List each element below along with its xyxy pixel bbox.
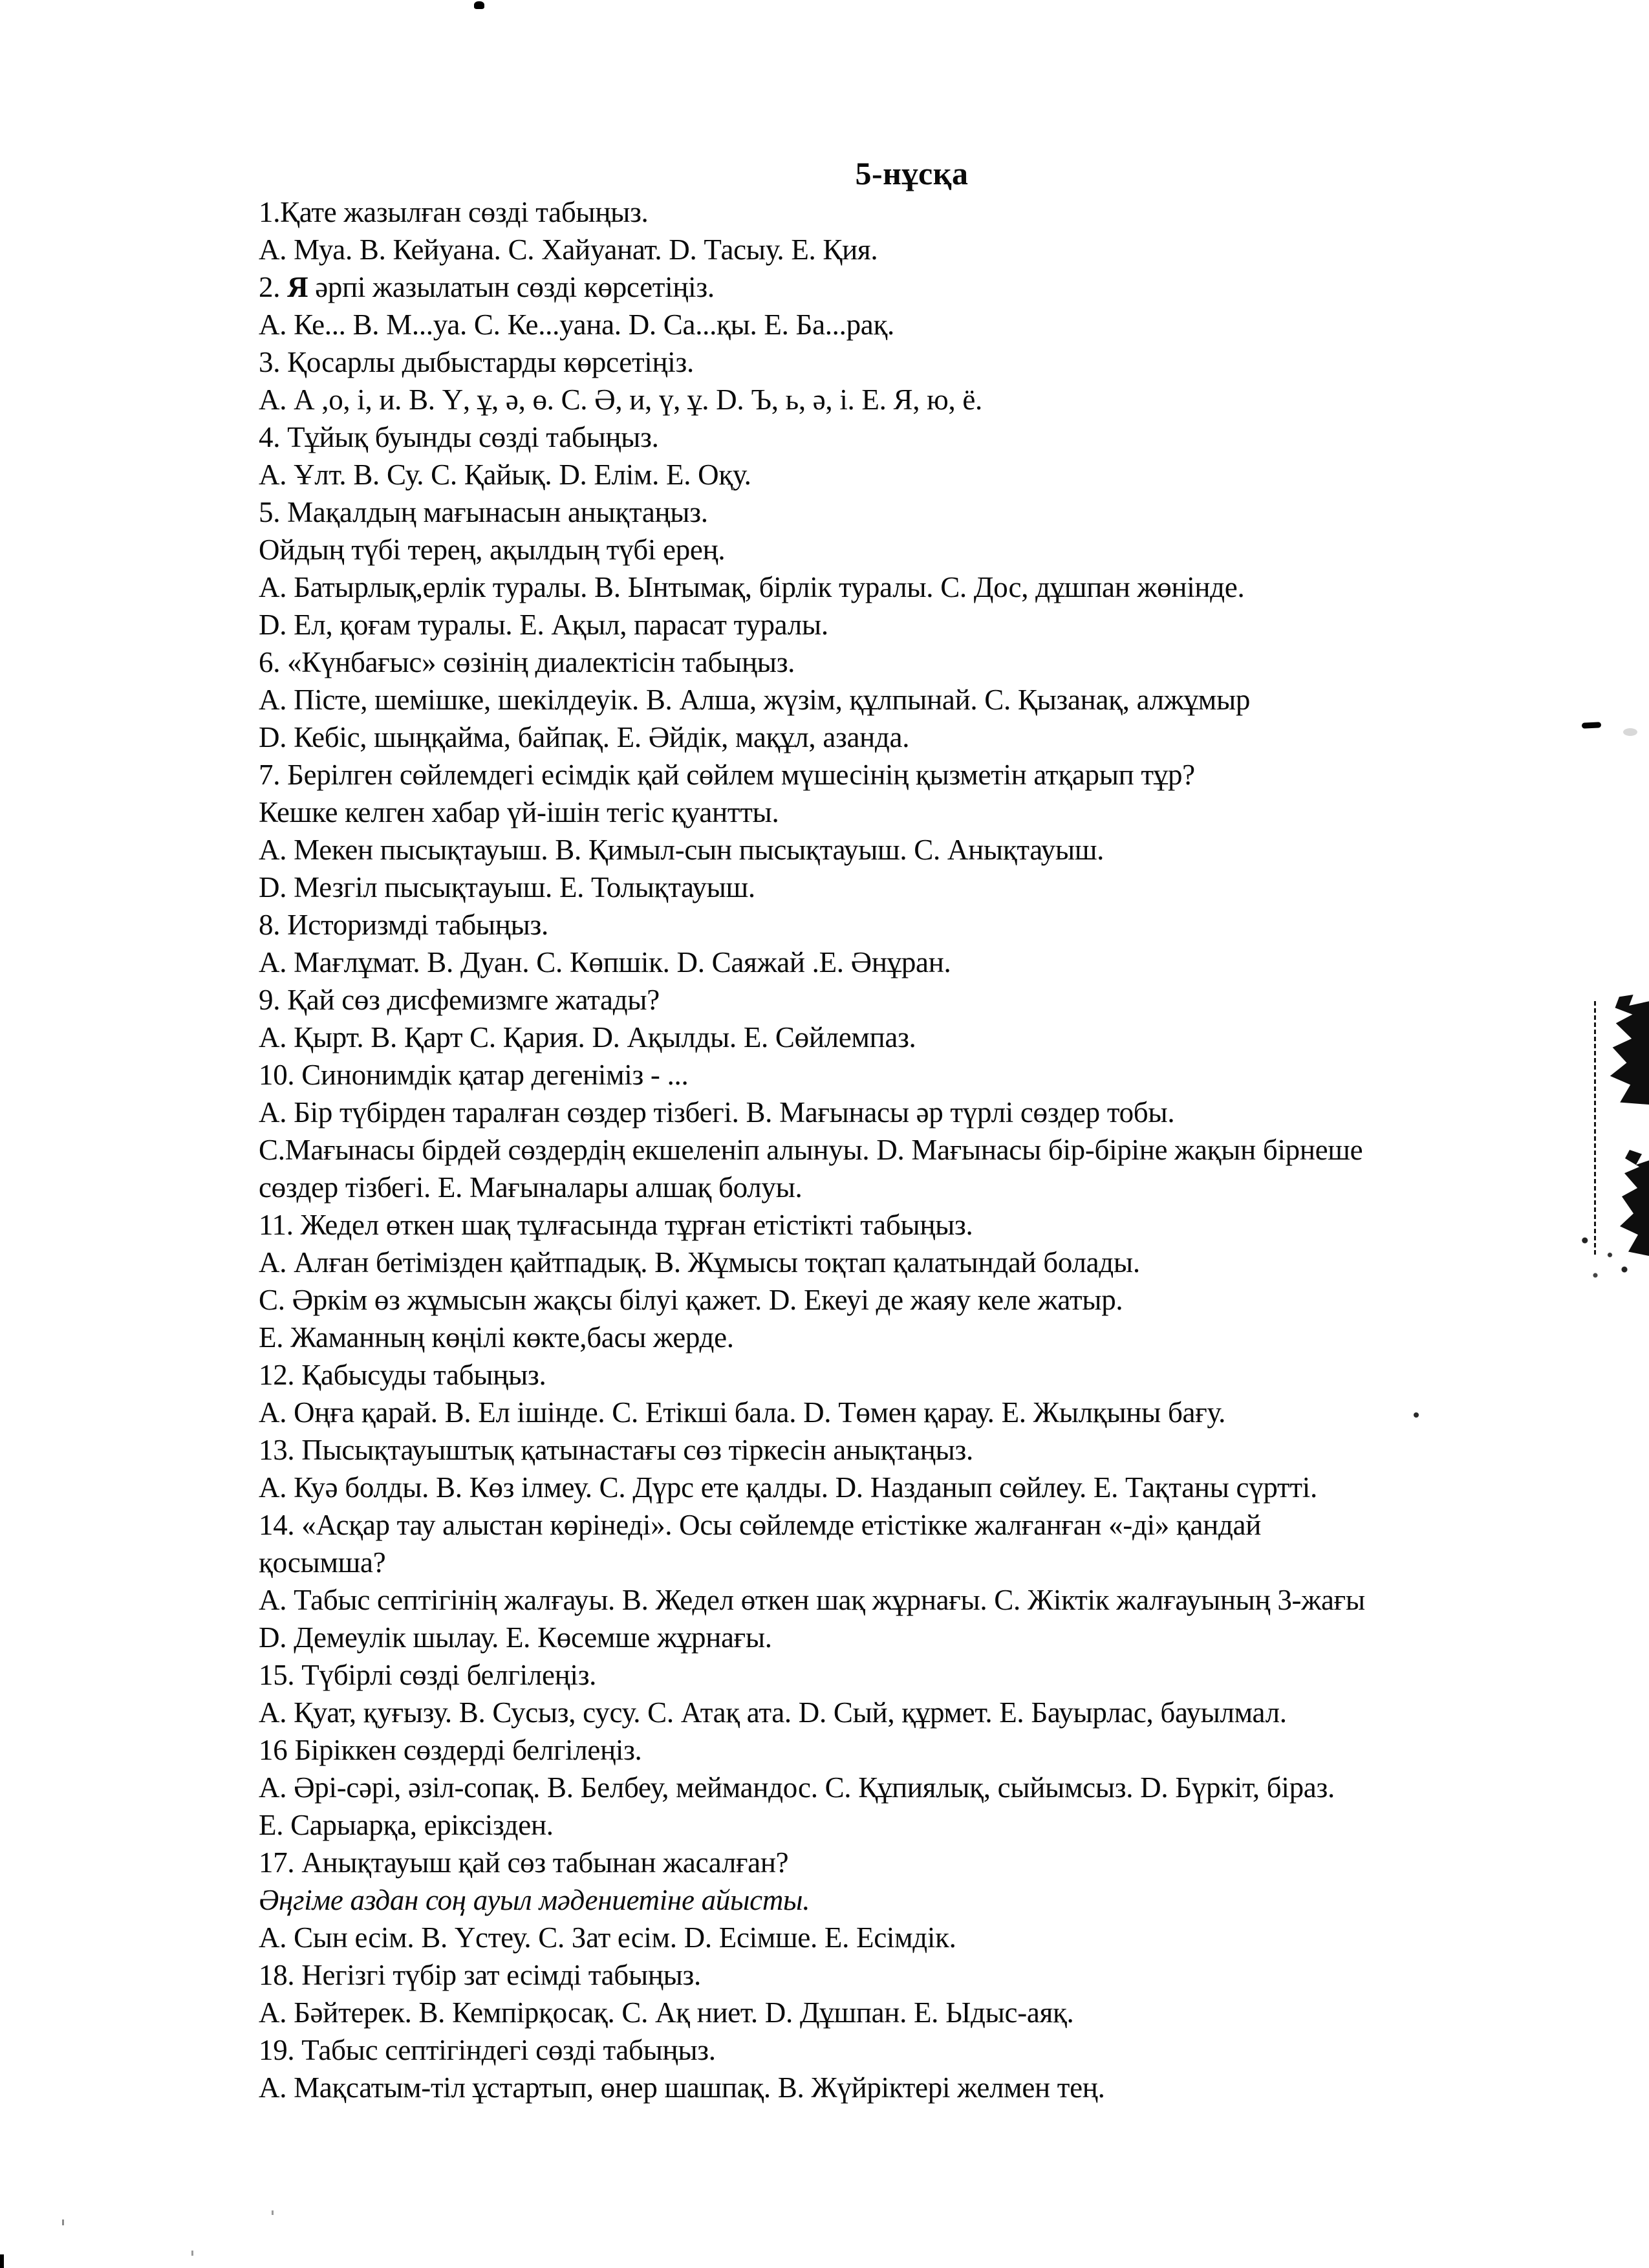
text-line: 3. Қосарлы дыбыстарды көрсетіңіз. (259, 346, 694, 378)
text-line: А. Табыс септігінің жалғауы. В. Жедел өткен шақ жұрнағы. С. Жіктік жалғауының 3-жағы (259, 1584, 1365, 1616)
text-line: сөздер тізбегі. Е. Мағыналары алшақ болуы. (259, 1171, 803, 1204)
text-line: 9. Қай сөз дисфемизмге жатады? (259, 984, 660, 1016)
text-line: 11. Жедел өткен шақ тұлғасында тұрған етістікті табыңыз. (259, 1209, 973, 1241)
text-line: Кешке келген хабар үй-ішін тегіс қуантты. (259, 796, 779, 828)
text-line: Әңгіме аздан соң ауыл мәдениетіне айысты. (259, 1884, 810, 1916)
text-line: А. Пісте, шемішке, шекілдеуік. В. Алша, жүзім, құлпынай. С. Қызанақ, алжұмыр (259, 684, 1251, 716)
text-line: А. Муа. В. Кейуана. С. Хайуанат. D. Тасыу. Е. Қия. (259, 233, 878, 266)
text-line: А. Бір түбірден таралған сөздер тізбегі. В. Мағынасы әр түрлі сөздер тобы. (259, 1096, 1175, 1129)
text-line: 2. Я әрпі жазылатын сөзді көрсетіңіз. (259, 271, 715, 303)
text-line: А. Ұлт. В. Су. С. Қайық. D. Елім. Е. Оқу. (259, 459, 751, 491)
text-line: 1.Қате жазылған сөзді табыңыз. (259, 196, 649, 228)
text-line: А. Мекен пысықтауыш. В. Қимыл-сын пысықтауыш. С. Анықтауыш. (259, 834, 1105, 866)
text-line: 13. Пысықтауыштық қатынастағы сөз тіркесін анықтаңыз. (259, 1434, 973, 1466)
text-line: қосымша? (259, 1546, 386, 1579)
text-line: С. Әркім өз жұмысын жақсы білуі қажет. D. Екеуі де жаяу келе жатыр. (259, 1284, 1123, 1316)
text-line: А. Мақсатым-тіл ұстартып, өнер шашпақ. В. Жүйріктері желмен тең. (259, 2071, 1105, 2104)
ink-spatter-right-edge (1578, 1229, 1636, 1287)
page-title: 5-нұсқа (855, 155, 969, 191)
text-line: А. Әрі-сәрі, әзіл-сопақ. В. Белбеу, меймандос. С. Құпиялық, сыйымсыз. D. Бүркіт, біраз. (259, 1771, 1335, 1804)
ghost-mark-right-margin (1623, 728, 1637, 736)
text-line: А. Батырлық,ерлік туралы. В. Ынтымақ, бірлік туралы. С. Дос, дұшпан жөнінде. (259, 571, 1245, 603)
text-line: 19. Табыс септігіндегі сөзді табыңыз. (259, 2034, 716, 2066)
text-line: А. Алған бетімізден қайтпадық. В. Жұмысы тоқтап қалатындай болады. (259, 1246, 1140, 1279)
text-line: 16 Біріккен сөздерді белгілеңіз. (259, 1734, 642, 1766)
text-line: Е. Сарыарқа, еріксізден. (259, 1809, 554, 1841)
text-line: А. Куә болды. В. Көз ілмеу. С. Дүрс ете қалды. D. Назданып сөйлеу. Е. Тақтаны сүртті. (259, 1471, 1317, 1504)
dash-mark-right-margin (1582, 722, 1601, 729)
text-line: 17. Анықтауыш қай сөз табынан жасалған? (259, 1846, 789, 1879)
dotted-hairline-right-edge (1594, 1001, 1596, 1257)
text-line: Е. Жаманның көңілі көкте,басы жерде. (259, 1321, 734, 1354)
ink-smudge-right-edge-upper (1608, 995, 1649, 1105)
text-line: 15. Түбірлі сөзді белгілеңіз. (259, 1659, 597, 1691)
ink-speck-after-line (1414, 1412, 1419, 1418)
ink-tick-bottom-left (0, 2254, 4, 2268)
text-line: Ойдың түбі терең, ақылдың түбі ерең. (259, 534, 726, 566)
text-line: А. Мағлұмат. В. Дуан. С. Көпшік. D. Саяжай .Е. Әнұран. (259, 946, 951, 978)
text-line: 8. Историзмді табыңыз. (259, 909, 548, 941)
text-line: 5. Мақалдың мағынасын анықтаңыз. (259, 496, 708, 528)
ink-speck-bottom (62, 2219, 64, 2225)
text-line: 14. «Асқар тау алыстан көрінеді». Осы сөйлемде етістікке жалғанған «-ді» қандай (259, 1509, 1262, 1541)
text-line: А. Қуат, қуғызу. В. Сусыз, сусу. С. Атақ ата. D. Сый, құрмет. Е. Бауырлас, бауылмал. (259, 1696, 1287, 1729)
text-line: С.Мағынасы бірдей сөздердің екшеленіп алынуы. D. Мағынасы бір-біріне жақын бірнеше (259, 1134, 1363, 1166)
text-line: А. А ,о, і, и. В. Ү, ұ, ә, ө. С. Ә, и, ү, ұ. D. Ъ, ь, ә, і. Е. Я, ю, ё. (259, 383, 982, 416)
text-line: 12. Қабысуды табыңыз. (259, 1359, 546, 1391)
test-content (259, 153, 1565, 2106)
text-line: А. Қырт. В. Қарт С. Қария. D. Ақылды. Е. Сөйлемпаз. (259, 1021, 916, 1053)
text-line: А. Ке... В. М...уа. С. Ке...уана. D. Са...қы. Е. Ба...рақ. (259, 308, 894, 341)
text-line: D. Демеулік шылау. Е. Көсемше жұрнағы. (259, 1621, 772, 1654)
ink-speck-bottom (272, 2210, 274, 2215)
test-body (259, 193, 1565, 2106)
text-line: D. Ел, қоғам туралы. Е. Ақыл, парасат туралы. (259, 609, 828, 641)
text-line: D. Мезгіл пысықтауыш. Е. Толықтауыш. (259, 871, 755, 903)
text-line: А. Сын есім. В. Үстеу. С. Зат есім. D. Есімше. Е. Есімдік. (259, 1921, 956, 1954)
text-line: 7. Берілген сөйлемдегі есімдік қай сөйлем мүшесінің қызметін атқарып тұр? (259, 759, 1195, 791)
ink-speck-bottom (191, 2251, 193, 2256)
text-line: 18. Негізгі түбір зат есімді табыңыз. (259, 1959, 701, 1991)
text-line: А. Бәйтерек. В. Кемпірқосақ. С. Ақ ниет. D. Дұшпан. Е. Ыдыс-аяқ. (259, 1996, 1074, 2029)
text-line: 10. Синонимдік қатар дегеніміз - ... (259, 1059, 689, 1091)
text-line: 6. «Күнбағыс» сөзінің диалектісін табыңыз. (259, 646, 795, 678)
text-line: А. Оңға қарай. В. Ел ішінде. С. Етікші бала. D. Төмен қарау. Е. Жылқыны бағу. (259, 1396, 1226, 1429)
ink-speck-top-center (474, 1, 484, 9)
text-line: 4. Тұйық буынды сөзді табыңыз. (259, 421, 659, 453)
text-line: D. Кебіс, шыңқайма, байпақ. Е. Әйдік, мақұл, азанда. (259, 721, 910, 753)
